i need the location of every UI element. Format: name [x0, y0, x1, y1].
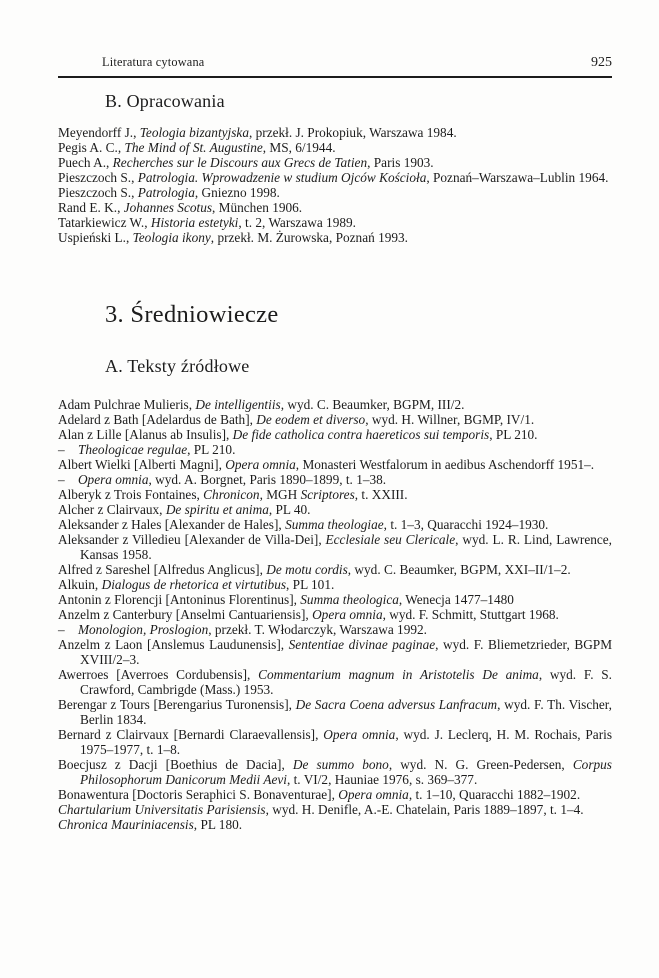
- entry-work-title: Monologion, Proslogion: [77, 622, 209, 637]
- running-title: Literatura cytowana: [102, 55, 205, 69]
- entry-work-title: Sententiae divinae paginae: [288, 637, 436, 652]
- entry-text: Bonawentura [Doctoris Seraphici S. Bonaventurae],: [58, 787, 339, 802]
- bibliography-entry: [58, 457, 612, 472]
- bibliography-entry: [58, 592, 612, 607]
- entry-text: , Monasteri Westfalorum in aedibus Aschendorff 1951–.: [295, 457, 595, 472]
- entry-text: Pieszczoch S.,: [58, 170, 138, 185]
- bibliography-entry: [58, 155, 612, 170]
- entry-text: Awerroes [Averroes Cordubensis],: [58, 667, 259, 682]
- entry-text: Adam Pulchrae Mulieris,: [58, 397, 196, 412]
- entry-text: , wyd. F. Schmitt, Stuttgart 1968.: [382, 607, 559, 622]
- entry-work-title: Opera omnia: [338, 787, 409, 802]
- entry-text: –: [58, 442, 78, 457]
- bibliography-entry: [58, 125, 612, 140]
- entry-work-title: Chronica Mauriniacensis: [58, 817, 194, 832]
- section-b-entries: [58, 125, 612, 245]
- entry-text: Uspieński L.,: [58, 230, 133, 245]
- entry-text: , PL 101.: [286, 577, 335, 592]
- entry-text: –: [58, 472, 78, 487]
- entry-text: , wyd. J. Leclerq, H. M. Rochais, Paris 1975–1977, t. 1–8.: [80, 727, 612, 757]
- entry-text: , wyd. L. R. Lind, Lawrence, Kansas 1958.: [80, 532, 612, 562]
- entry-work-title: The Mind of St. Augustine: [124, 140, 263, 155]
- entry-work-title: De summo bono: [292, 757, 389, 772]
- bibliography-entry: [58, 787, 612, 802]
- entry-work-title: Opera omnia: [77, 472, 149, 487]
- entry-text: , wyd. F. Bliemetzrieder, BGPM XVIII/2–3.: [80, 637, 613, 667]
- entry-work-title: Chartularium Universitatis Parisiensis: [58, 802, 266, 817]
- bibliography-entry: [58, 802, 612, 817]
- section-b-heading: B. Opracowania: [105, 91, 225, 111]
- entry-work-title: Opera omnia: [312, 607, 383, 622]
- bibliography-entry: [58, 170, 612, 185]
- entry-text: , t. VI/2, Hauniae 1976, s. 369–377.: [286, 772, 478, 787]
- entry-text: , przekł. T. Włodarczyk, Warszawa 1992.: [208, 622, 427, 637]
- entry-work-title: Ecclesiale seu Clericale: [325, 532, 456, 547]
- entry-text: Alberyk z Trois Fontaines,: [58, 487, 204, 502]
- entry-text: Alcher z Clairvaux,: [58, 502, 166, 517]
- entry-text: Rand E. K.,: [58, 200, 124, 215]
- bibliography-entry: [58, 817, 612, 832]
- bibliography-entry: [58, 532, 612, 562]
- entry-text: Alfred z Sareshel [Alfredus Anglicus],: [58, 562, 267, 577]
- entry-text: Adelard z Bath [Adelardus de Bath],: [58, 412, 257, 427]
- entry-work-title: Patrologia. Wprowadzenie w studium Ojców Kościoła: [137, 170, 427, 185]
- entry-text: , PL 180.: [193, 817, 243, 832]
- entry-text: Albert Wielki [Alberti Magni],: [58, 457, 226, 472]
- bibliography-entry: [58, 412, 612, 427]
- bibliography-entry: [58, 667, 612, 697]
- entry-work-title: Patrologia: [137, 185, 195, 200]
- entry-text: , wyd. F. S. Crawford, Cambrigde (Mass.) 1953.: [80, 667, 612, 697]
- entry-text: , przekł. J. Prokopiuk, Warszawa 1984.: [248, 125, 457, 140]
- entry-work-title: De spiritu et anima: [165, 502, 269, 517]
- entry-text: , wyd. F. Th. Vischer, Berlin 1834.: [80, 697, 612, 727]
- entry-work-title: Summa theologica: [300, 592, 399, 607]
- entry-text: , Gniezno 1998.: [194, 185, 280, 200]
- entry-text: , wyd. H. Denifle, A.-E. Chatelain, Paris 1889–1897, t. 1–4.: [265, 802, 584, 817]
- bibliography-entry: [58, 577, 612, 592]
- entry-text: Bernard z Clairvaux [Bernardi Claraevallensis],: [58, 727, 324, 742]
- entry-work-title: Scriptores: [300, 487, 355, 502]
- bibliography-entry: [58, 622, 612, 637]
- section-a-heading: A. Teksty źródłowe: [105, 356, 250, 376]
- entry-work-title: Commentarium magnum in Aristotelis De anima: [258, 667, 539, 682]
- entry-text: Anzelm z Canterbury [Anselmi Cantuariensis],: [58, 607, 313, 622]
- entry-work-title: Johannes Scotus: [123, 200, 213, 215]
- entry-text: Aleksander z Villedieu [Alexander de Villa-Dei],: [58, 532, 326, 547]
- entry-work-title: De eodem et diverso: [256, 412, 366, 427]
- entry-work-title: Opera omnia: [225, 457, 296, 472]
- entry-text: Meyendorff J.,: [58, 125, 140, 140]
- entry-text: , t. 2, Warszawa 1989.: [238, 215, 356, 230]
- entry-work-title: De Sacra Coena adversus Lanfracum: [295, 697, 498, 712]
- entry-text: , t. XXIII.: [354, 487, 408, 502]
- entry-text: , München 1906.: [212, 200, 303, 215]
- bibliography-entry: [58, 200, 612, 215]
- entry-text: Pegis A. C.,: [58, 140, 125, 155]
- running-header: [58, 55, 612, 78]
- bibliography-entry: [58, 502, 612, 517]
- bibliography-entry: [58, 697, 612, 727]
- entry-work-title: De intelligentiis: [195, 397, 281, 412]
- entry-text: –: [58, 622, 78, 637]
- chapter-heading: 3. Średniowiecze: [105, 301, 279, 328]
- entry-work-title: Dialogus de rhetorica et virtutibus: [101, 577, 287, 592]
- entry-text: Pieszczoch S.,: [58, 185, 138, 200]
- entry-work-title: De fide catholica contra haereticos sui temporis: [232, 427, 490, 442]
- entry-text: , wyd. C. Beaumker, BGPM, XXI–II/1–2.: [347, 562, 571, 577]
- entry-text: , przekł. M. Żurowska, Poznań 1993.: [210, 230, 408, 245]
- entry-text: , PL 210.: [489, 427, 538, 442]
- bibliography-entry: [58, 487, 612, 502]
- entry-work-title: Recherches sur le Discours aux Grecs de Tatien: [112, 155, 368, 170]
- entry-text: , Paris 1903.: [367, 155, 434, 170]
- entry-text: Berengar z Tours [Berengarius Turonensis],: [58, 697, 296, 712]
- section-a-entries: [58, 397, 612, 832]
- entry-text: , wyd. A. Borgnet, Paris 1890–1899, t. 1–38.: [148, 472, 387, 487]
- entry-text: , MGH: [259, 487, 301, 502]
- entry-work-title: De motu cordis: [266, 562, 348, 577]
- entry-text: , MS, 6/1944.: [262, 140, 336, 155]
- entry-text: , Wenecja 1477–1480: [398, 592, 514, 607]
- entry-work-title: Theologicae regulae: [77, 442, 188, 457]
- entry-text: , wyd. N. G. Green-Pedersen,: [388, 757, 573, 772]
- bibliography-entry: [58, 427, 612, 442]
- bibliography-entry: [58, 397, 612, 412]
- entry-text: , wyd. H. Willner, BGMP, IV/1.: [365, 412, 535, 427]
- bibliography-entry: [58, 517, 612, 532]
- bibliography-entry: [58, 757, 612, 787]
- entry-text: Antonin z Florencji [Antoninus Florentinus],: [58, 592, 301, 607]
- bibliography-entry: [58, 140, 612, 155]
- bibliography-entry: [58, 230, 612, 245]
- entry-text: , wyd. C. Beaumker, BGPM, III/2.: [280, 397, 465, 412]
- bibliography-entry: [58, 637, 612, 667]
- bibliography-entry: [58, 607, 612, 622]
- entry-work-title: Chronicon: [203, 487, 260, 502]
- entry-work-title: Summa theologiae: [285, 517, 384, 532]
- bibliography-entry: [58, 215, 612, 230]
- bibliography-entry: [58, 442, 612, 457]
- bibliography-entry: [58, 472, 612, 487]
- entry-text: Aleksander z Hales [Alexander de Hales],: [58, 517, 286, 532]
- entry-text: , PL 210.: [187, 442, 236, 457]
- entry-text: Tatarkiewicz W.,: [58, 215, 151, 230]
- entry-text: , t. 1–3, Quaracchi 1924–1930.: [383, 517, 549, 532]
- entry-work-title: Teologia bizantyjska: [139, 125, 249, 140]
- entry-work-title: Teologia ikony: [132, 230, 211, 245]
- bibliography-entry: [58, 562, 612, 577]
- bibliography-entry: [58, 185, 612, 200]
- bibliography-entry: [58, 727, 612, 757]
- entry-text: Boecjusz z Dacji [Boethius de Dacia],: [58, 757, 293, 772]
- entry-text: Anzelm z Laon [Anslemus Laudunensis],: [58, 637, 289, 652]
- entry-text: Alkuin,: [58, 577, 102, 592]
- entry-text: Alan z Lille [Alanus ab Insulis],: [58, 427, 233, 442]
- entry-work-title: Corpus Philosophorum Danicorum Medii Aevi: [80, 757, 612, 787]
- entry-work-title: Historia estetyki: [150, 215, 239, 230]
- entry-text: , PL 40.: [268, 502, 311, 517]
- page-number: 925: [591, 55, 612, 70]
- entry-text: , Poznań–Warszawa–Lublin 1964.: [426, 170, 609, 185]
- entry-text: , t. 1–10, Quaracchi 1882–1902.: [408, 787, 581, 802]
- entry-work-title: Opera omnia: [323, 727, 396, 742]
- entry-text: Puech A.,: [58, 155, 113, 170]
